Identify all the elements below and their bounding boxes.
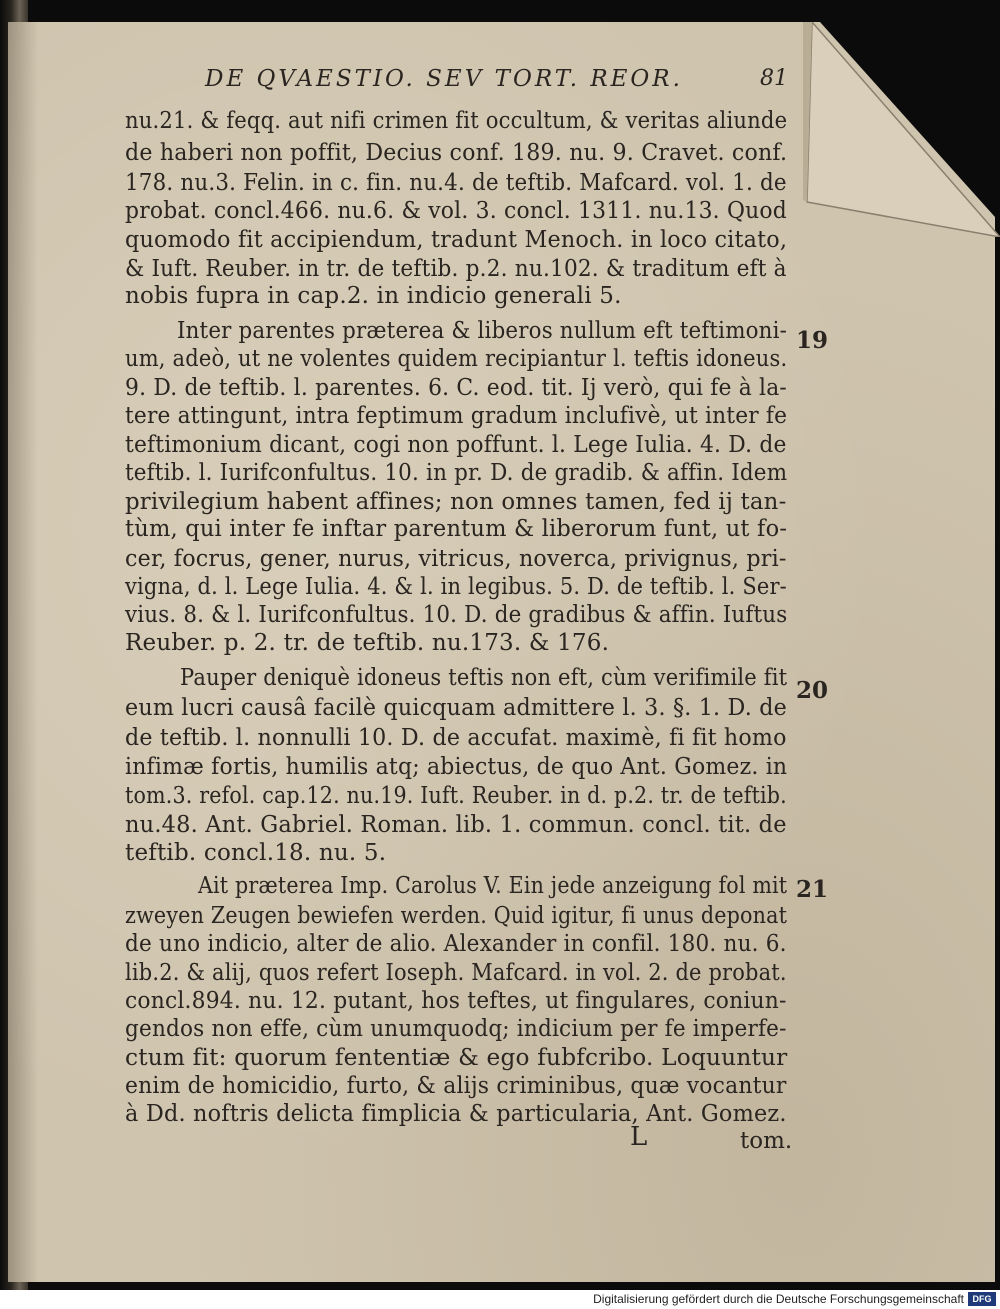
text-line: enim de homicidio, furto, & alijs criminibus, quæ vocantur — [125, 1073, 787, 1099]
text-line: zweyen Zeugen bewiefen werden. Quid igitur, fi unus deponat — [125, 903, 788, 929]
margin-number-19: 19 — [796, 327, 829, 354]
text-line: infimæ fortis, humilis atq; abiectus, de quo Ant. Gomez. in — [125, 754, 788, 780]
dfg-logo: DFG — [968, 1292, 996, 1306]
text-line: teftimonium dicant, cogi non poffunt. l. Lege Iulia. 4. D. de — [125, 432, 787, 458]
text-line: teftib. concl.18. nu. 5. — [125, 840, 387, 866]
text-line: nu.21. & feqq. aut nifi crimen fit occultum, & veritas aliunde — [125, 108, 788, 134]
text-line: quomodo fit accipiendum, tradunt Menoch. in loco citato, — [125, 227, 788, 253]
signature-mark: L — [630, 1122, 648, 1152]
text-line: de haberi non poffit, Decius conf. 189. nu. 9. Cravet. conf. — [125, 140, 788, 166]
text-line: à Dd. noftris delicta fimplicia & particularia, Ant. Gomez. — [125, 1101, 787, 1127]
text-line: probat. concl.466. nu.6. & vol. 3. concl. 1311. nu.13. Quod — [125, 198, 787, 224]
margin-number-21: 21 — [796, 876, 829, 903]
text-line: tom.3. refol. cap.12. nu.19. Iuft. Reuber. in d. p.2. tr. de teftib. — [125, 783, 787, 809]
page-number: 81 — [760, 66, 788, 91]
text-line: ctum fit: quorum fententiæ & ego fubfcribo. Loquuntur — [125, 1045, 788, 1071]
text-line: vigna, d. l. Lege Iulia. 4. & l. in legibus. 5. D. de teftib. l. Ser- — [125, 574, 787, 600]
text-line: tere attingunt, intra feptimum gradum inclufivè, ut inter fe — [125, 403, 788, 429]
text-line: de uno indicio, alter de alio. Alexander in confil. 180. nu. 6. — [125, 931, 787, 957]
text-line: concl.894. nu. 12. putant, hos teftes, ut fingulares, coniun- — [125, 988, 787, 1014]
text-line: gendos non effe, cùm unumquodq; indicium per fe imperfe- — [125, 1016, 787, 1042]
text-line: & Iuft. Reuber. in tr. de teftib. p.2. nu.102. & traditum eft à — [125, 256, 787, 282]
text-line: nobis fupra in cap.2. in indicio generali 5. — [125, 283, 622, 309]
text-line: Ait præterea Imp. Carolus V. Ein jede anzeigung fol mit — [198, 873, 788, 899]
footer-credit: Digitalisierung gefördert durch die Deutsche Forschungsgemeinschaft — [593, 1292, 964, 1306]
margin-number-20: 20 — [796, 677, 829, 704]
text-line: lib.2. & alij, quos refert Ioseph. Mafcard. in vol. 2. de probat. — [125, 960, 787, 986]
catchword: tom. — [740, 1128, 793, 1154]
text-line: 9. D. de teftib. l. parentes. 6. C. eod. tit. Ij verò, qui fe à la- — [125, 375, 787, 401]
text-line: Pauper deniquè idoneus teftis non eft, cùm verifimile fit — [180, 665, 788, 691]
text-line: cer, focrus, gener, nurus, vitricus, noverca, privignus, pri- — [125, 546, 787, 572]
text-line: tùm, qui inter fe inftar parentum & liberorum funt, ut fo- — [125, 516, 788, 542]
text-line: eum lucri causâ facilè quicquam admittere l. 3. §. 1. D. de — [125, 695, 787, 721]
text-line: teftib. l. Iurifconfultus. 10. in pr. D. de gradib. & affin. Idem — [125, 460, 788, 486]
running-head: DE QVAESTIO. SEV TORT. REOR. — [205, 66, 683, 92]
text-line: privilegium habent affines; non omnes tamen, fed ij tan- — [125, 489, 787, 515]
text-line: um, adeò, ut ne volentes quidem recipiantur l. teftis idoneus. — [125, 346, 788, 372]
text-line: Inter parentes præterea & liberos nullum eft teftimoni- — [177, 318, 788, 344]
text-line: 178. nu.3. Felin. in c. fin. nu.4. de teftib. Mafcard. vol. 1. de — [125, 170, 787, 196]
text-line: vius. 8. & l. Iurifconfultus. 10. D. de gradibus & affin. Iuftus — [125, 602, 788, 628]
text-line: de teftib. l. nonnulli 10. D. de accufat. maximè, fi fit homo — [125, 725, 787, 751]
text-line: Reuber. p. 2. tr. de teftib. nu.173. & 176. — [125, 630, 610, 656]
text-line: nu.48. Ant. Gabriel. Roman. lib. 1. commun. concl. tit. de — [125, 812, 787, 838]
